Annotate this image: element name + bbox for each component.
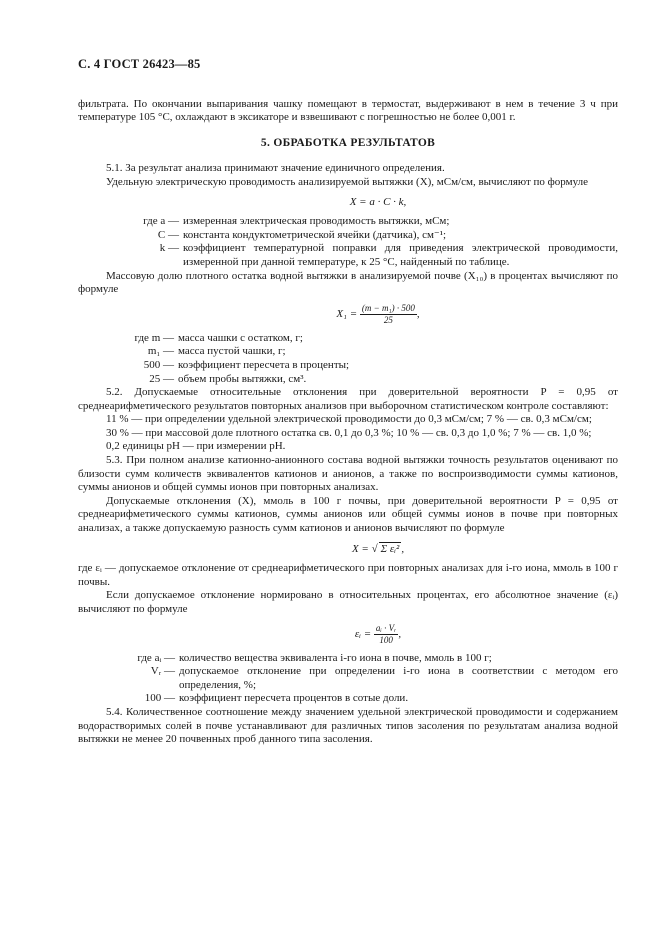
formula-fraction	[360, 303, 417, 326]
formula-deviation	[138, 542, 618, 557]
paragraph-5-4: 5.4. Количественное соотношение между значением удельной электрической проводимости и содержанием водорастворимых солей в почве устанавливают для различных типов засоления по результатам анализа водной вытяжки не менее 20 почвенных проб данного типа засоления.	[78, 705, 618, 746]
paragraph-5-2: 5.2. Допускаемые относительные отклонения при доверительной вероятности P = 0,95 от среднеарифметического результатов повторных анализов при выборочном статистическом контроле составляют:	[78, 386, 618, 412]
definition-key: 25 —	[149, 372, 174, 385]
definition-item	[78, 652, 618, 666]
definition-text: объем пробы вытяжки, см³.	[178, 372, 307, 385]
formula-tail: ,	[416, 307, 420, 320]
formula-epsilon	[138, 623, 618, 646]
formula-lhs: X =	[351, 542, 369, 555]
definition-text: масса пустой чашки, г;	[178, 345, 286, 358]
definition-item	[78, 665, 618, 692]
fraction-numerator: aᵢ · Vᵣ	[375, 622, 397, 633]
paragraph-mass-fraction: Массовую долю плотного остатка водной вытяжки в анализируемой почве (X₁₀) в процентах вычисляют по формуле	[78, 269, 618, 296]
definition-item	[78, 692, 618, 706]
definition-key: 500 —	[143, 358, 174, 371]
document-page	[78, 58, 618, 747]
definition-key: где aᵢ —	[137, 651, 175, 664]
fraction-denominator: 25	[383, 314, 393, 325]
formula-lhs: εᵢ =	[354, 627, 372, 640]
definition-key: Vᵣ —	[150, 665, 175, 678]
formula-radicand: Σ εᵢ²	[380, 542, 400, 555]
fraction-numerator: (m − m₁) · 500	[361, 302, 415, 313]
definition-key: где m —	[134, 331, 174, 344]
paragraph-5-2-ph: 0,2 единицы pH — при измерении pH.	[106, 440, 286, 453]
formula-mass-fraction	[138, 303, 618, 326]
paragraph-relative-deviation: Если допускаемое отклонение нормировано в относительных процентах, его абсолютное значение (εᵢ) вычисляют по формуле	[78, 589, 618, 615]
formula-fraction	[374, 623, 398, 646]
formula-lhs: X₁ =	[336, 307, 358, 320]
definition-item	[78, 229, 618, 243]
definition-item	[78, 215, 618, 229]
fraction-denominator: 100	[379, 634, 393, 645]
paragraph-5-2-residue: 30 % — при массовой доле плотного остатка св. 0,1 до 0,3 %; 10 % — св. 0,3 до 1,0 %; 7 % — св. 1,0 %;	[106, 426, 592, 439]
paragraph-conductivity: Удельную электрическую проводимость анализируемой вытяжки (X), мСм/см, вычисляют по формуле	[106, 175, 588, 188]
paragraph-5-3: 5.3. При полном анализе катионно-анионного состава водной вытяжки точность результатов оценивают по близости сумм количеств эквивалентов катионов и анионов, а также по воспроизводимости суммы катионов, суммы анионов и общей суммы ионов при повторных анализах.	[78, 454, 618, 494]
definition-key: где a —	[143, 215, 179, 228]
paragraph-epsilon-definition: где εᵢ — допускаемое отклонение от среднеарифметического при повторных анализах для i-го иона, ммоль в 100 г почвы.	[78, 562, 618, 588]
definition-text: измеренная электрическая проводимость вытяжки, мСм;	[183, 215, 450, 228]
definition-key: C —	[157, 228, 179, 241]
definition-key: 100 —	[144, 692, 175, 705]
section-title: 5. ОБРАБОТКА РЕЗУЛЬТАТОВ	[260, 136, 436, 149]
definition-item	[78, 332, 618, 346]
definition-text: коэффициент пересчета в проценты;	[178, 358, 350, 371]
definition-text: допускаемое отклонение при определении i-го иона в соответствии с методом его определения, %;	[179, 665, 618, 691]
sqrt-sign: √	[371, 542, 378, 555]
definition-text: масса чашки с остатком, г;	[178, 331, 303, 344]
formula-tail: ,	[398, 627, 402, 640]
definition-text: константа кондуктометрической ячейки (датчика), см⁻¹;	[183, 228, 447, 241]
definition-item	[78, 359, 618, 373]
definition-text: коэффициент пересчета процентов в сотые доли.	[179, 692, 409, 705]
definition-item	[78, 345, 618, 359]
definition-text: коэффициент температурной поправки для приведения электрической проводимости, измеренной при данной температуре, к 25 °С, найденный по таблице.	[183, 242, 618, 268]
paragraph-5-2-conductivity: 11 % — при определении удельной электрической проводимости до 0,3 мСм/см; 7 % — св. 0,3 мСм/см;	[106, 413, 592, 426]
definition-item	[78, 373, 618, 387]
paragraph-5-1: 5.1. За результат анализа принимают значение единичного определения.	[106, 162, 445, 175]
definition-key: m₁ —	[147, 345, 174, 358]
definition-key: k —	[159, 242, 179, 255]
page-header: С. 4 ГОСТ 26423—85	[78, 57, 201, 71]
definition-item	[78, 242, 618, 269]
formula-tail: ,	[401, 542, 405, 555]
paragraph-deviations: Допускаемые отклонения (X), ммоль в 100 г почвы, при доверительной вероятности P = 0,95 от среднеарифметического суммы катионов, суммы анионов или общей суммы ионов в почве при повторных анализах, а также допускаемую разность сумм катионов и анионов вычисляют по формуле	[78, 494, 618, 535]
definition-text: количество вещества эквивалента i-го иона в почве, ммоль в 100 г;	[179, 651, 492, 664]
intro-paragraph: фильтрата. По окончании выпаривания чашку помещают в термостат, выдерживают в нем в течение 3 ч при температуре 105 °С, охлаждают в эксикаторе и взвешивают с погрешностью не более 0,001 г.	[78, 97, 618, 124]
formula-conductivity: X = a · C · k,	[349, 195, 407, 208]
